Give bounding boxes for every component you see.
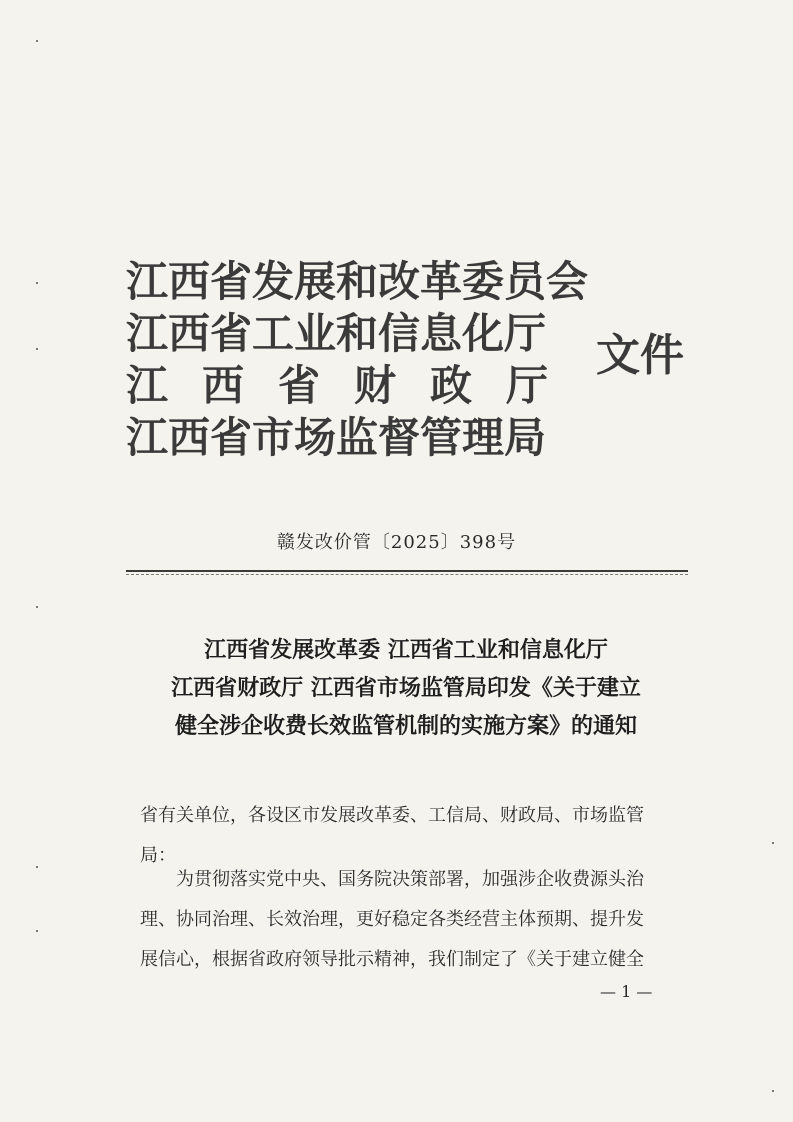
- body-line: 为贯彻落实党中央、国务院决策部署，加强涉企收费源头治: [176, 869, 644, 890]
- title-line: 健全涉企收费长效监管机制的实施方案》的通知: [174, 714, 637, 739]
- issuing-agencies-header: [126, 252, 726, 462]
- body-line: 理、协同治理、长效治理，更好稳定各类经营主体预期、提升发: [140, 909, 644, 930]
- agency-name: 江西省发展和改革委员会: [126, 257, 589, 306]
- notice-title: [126, 632, 686, 746]
- title-line: 江西省财政厅 江西省市场监管局印发《关于建立: [171, 676, 641, 701]
- file-label: 文件: [596, 330, 684, 381]
- header-divider: [126, 570, 688, 572]
- title-line: 江西省发展改革委 江西省工业和信息化厅: [204, 638, 608, 663]
- addressee-line: 省有关单位，各设区市发展改革委、工信局、财政局、市场监管: [140, 805, 644, 826]
- header-divider-shadow: [126, 574, 688, 575]
- body-line: 展信心，根据省政府领导批示精神，我们制定了《关于建立健全: [140, 949, 644, 970]
- document-number: 赣发改价管〔2025〕398号: [276, 532, 517, 553]
- agency-name: 江西省市场监督管理局: [126, 413, 547, 462]
- agency-name: 江西省财政厅: [126, 361, 583, 410]
- agency-name: 江西省工业和信息化厅: [126, 309, 547, 358]
- page-number: — 1 —: [600, 982, 653, 1001]
- addressee-line: 局：: [140, 845, 176, 866]
- body-paragraph: [140, 860, 700, 980]
